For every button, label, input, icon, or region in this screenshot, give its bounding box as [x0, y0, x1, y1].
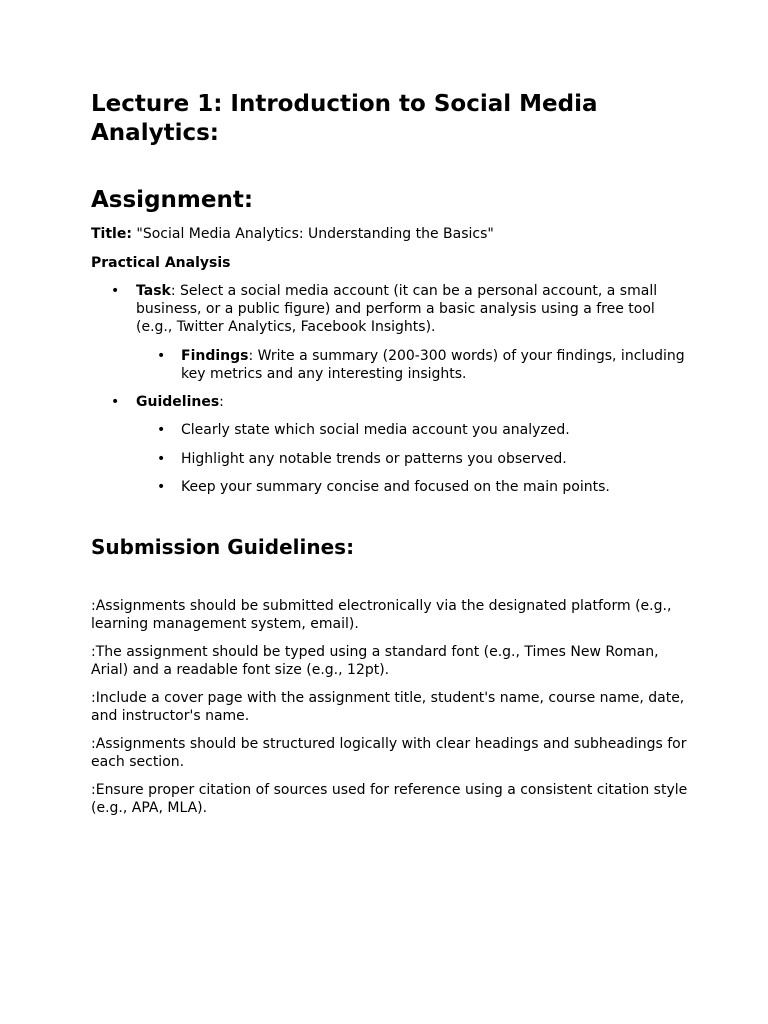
- practical-analysis-heading: Practical Analysis: [91, 255, 231, 271]
- list-item-guidelines: [91, 393, 691, 411]
- findings-text: : Write a summary (200-300 words) of your findings, including key metrics and any interesting insights.: [181, 348, 685, 382]
- submission-item: :Assignments should be submitted electronically via the designated platform (e.g., learning management system, email).: [91, 598, 672, 632]
- submission-item: :The assignment should be typed using a standard font (e.g., Times New Roman, Arial) and a readable font size (e.g., 12pt).: [91, 644, 659, 678]
- findings-label: Findings: [181, 348, 249, 364]
- guideline-text: Clearly state which social media account you analyzed.: [181, 422, 570, 438]
- title-label: Title:: [91, 226, 132, 242]
- bullet-icon: •: [157, 422, 166, 438]
- practical-analysis-list: [91, 282, 691, 496]
- guideline-text: Highlight any notable trends or patterns you observed.: [181, 451, 567, 467]
- task-text: : Select a social media account (it can be a personal account, a small business, or a public figure) and perform a basic analysis using a free tool (e.g., Twitter Analytics, Facebook Insights).: [136, 283, 658, 335]
- submission-item: :Include a cover page with the assignment title, student's name, course name, date, and instructor's name.: [91, 690, 685, 724]
- bullet-icon: •: [157, 451, 166, 467]
- submission-heading: Submission Guidelines:: [91, 535, 355, 559]
- lecture-title: Lecture 1: Introduction to Social Media Analytics:: [91, 91, 598, 146]
- title-value: "Social Media Analytics: Understanding the Basics": [136, 226, 494, 242]
- guideline-text: Keep your summary concise and focused on the main points.: [181, 479, 610, 495]
- list-item-findings: [91, 347, 691, 383]
- submission-item: :Assignments should be structured logically with clear headings and subheadings for each section.: [91, 736, 687, 770]
- document-content: [91, 90, 691, 817]
- title-line: [91, 225, 691, 243]
- guidelines-suffix: :: [219, 394, 224, 410]
- list-item-guideline: [91, 478, 691, 496]
- submission-item: :Ensure proper citation of sources used for reference using a consistent citation style (e.g., APA, MLA).: [91, 782, 688, 816]
- bullet-icon: •: [111, 394, 120, 410]
- task-label: Task: [136, 283, 171, 299]
- bullet-icon: •: [111, 283, 120, 299]
- list-item-guideline: [91, 450, 691, 468]
- list-item-task: [91, 282, 691, 336]
- list-item-guideline: [91, 421, 691, 439]
- assignment-heading: Assignment:: [91, 187, 254, 213]
- guidelines-label: Guidelines: [136, 394, 220, 410]
- bullet-icon: •: [157, 479, 166, 495]
- bullet-icon: •: [157, 348, 166, 364]
